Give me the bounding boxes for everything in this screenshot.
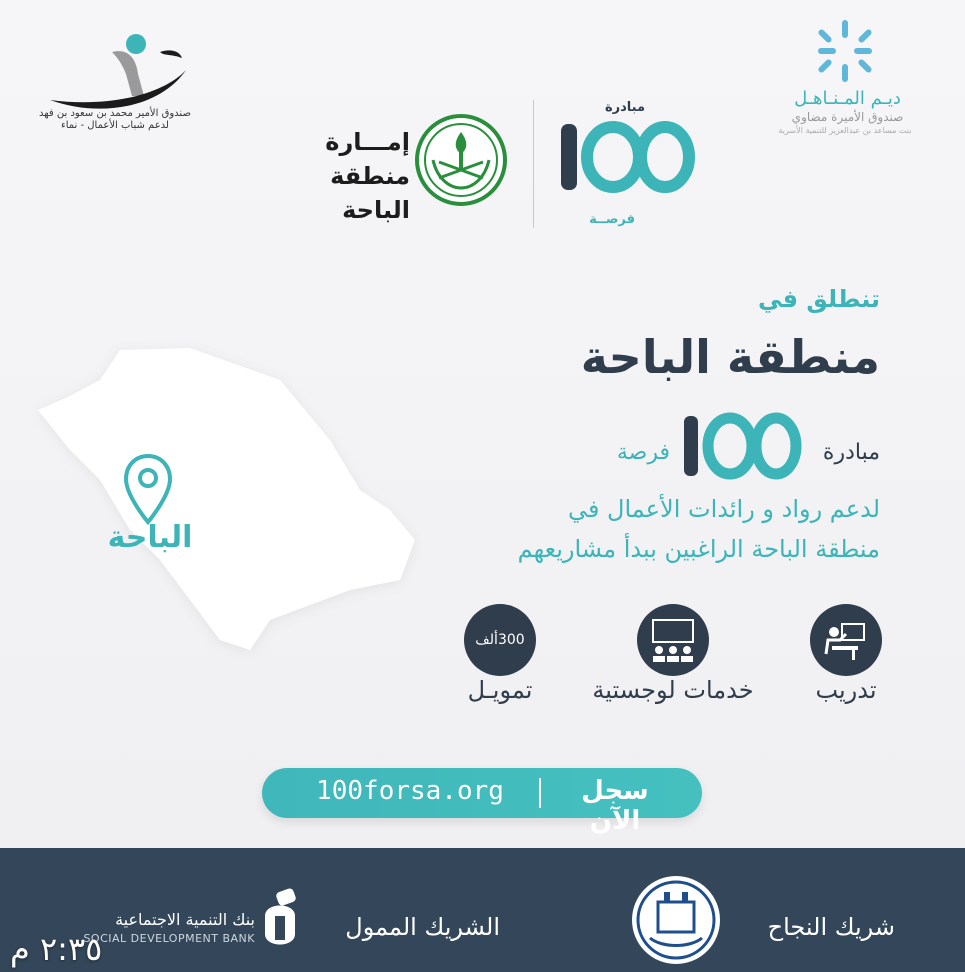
description-line-2: منطقة الباحة الراغبين ببدأ مشاريعهم [517,535,880,563]
logo-mubadara-label: مبادرة [604,100,646,115]
deem-snowflake-icon [800,16,890,86]
deem-small-caption: بنت مساعد بن عبدالعزيز للتنمية الأسرية [778,126,912,135]
hundred-graphic-text: 100 [680,395,711,414]
region-title: منطقة الباحة [580,330,880,384]
forsa-text: فرصة [616,440,670,465]
nama-fund-line2: لدعم شباب الأعمال - نماء [61,120,169,131]
training-circle [810,604,882,676]
saudi-emblem-icon [413,112,509,208]
training-icon [810,604,882,676]
timestamp: ٢:٣٥ م [10,930,103,968]
deem-title: ديـم المـنـاهـل [794,88,901,109]
logistics-circle [637,604,709,676]
sdb-arabic-name: بنك التنمية الاجتماعية [115,910,255,929]
location-pin-icon [120,452,176,526]
sdb-logo-icon [255,886,305,956]
mubadara-text: مبادرة [822,440,880,465]
deem-subtitle: صندوق الأميرة مضاوي [791,110,904,124]
albaha-university-seal-icon [628,872,724,968]
success-partner-label: شريك النجاح [767,913,895,941]
emirate-title [260,125,410,227]
service-label-logistics: خدمات لوجستية [592,676,754,704]
description-line-1: لدعم رواد و رائدات الأعمال في [567,495,880,523]
cta-separator [539,778,541,808]
saudi-map-shape [30,340,420,660]
service-label-training: تدريب [815,676,877,704]
emirate-word: إمـــارة [325,128,410,156]
sdb-english-name: SOCIAL DEVELOPMENT BANK [83,932,255,945]
service-label-funding: تمويـل [467,676,533,704]
logo-forsa-label: فرصــة [589,212,635,227]
nama-fund-line1: صندوق الأمير محمد بن سعود بن فهد [39,108,191,119]
funding-badge-text: 300ألف [475,632,525,648]
nama-fund-caption [30,108,200,132]
launch-text: تنطلق في [758,285,880,313]
website-link[interactable]: 100forsa.org [316,776,504,806]
header-divider [533,100,534,228]
emirate-region: منطقة الباحة [330,162,410,224]
hundred-graphic [680,395,800,482]
logistics-icon [637,604,709,676]
funding-partner-label: الشريك الممول [345,913,500,941]
register-now-button[interactable]: سجل الآن [581,776,649,836]
hundred-logo-text: 100 [555,103,586,122]
map-region-label: الباحة [107,520,193,555]
